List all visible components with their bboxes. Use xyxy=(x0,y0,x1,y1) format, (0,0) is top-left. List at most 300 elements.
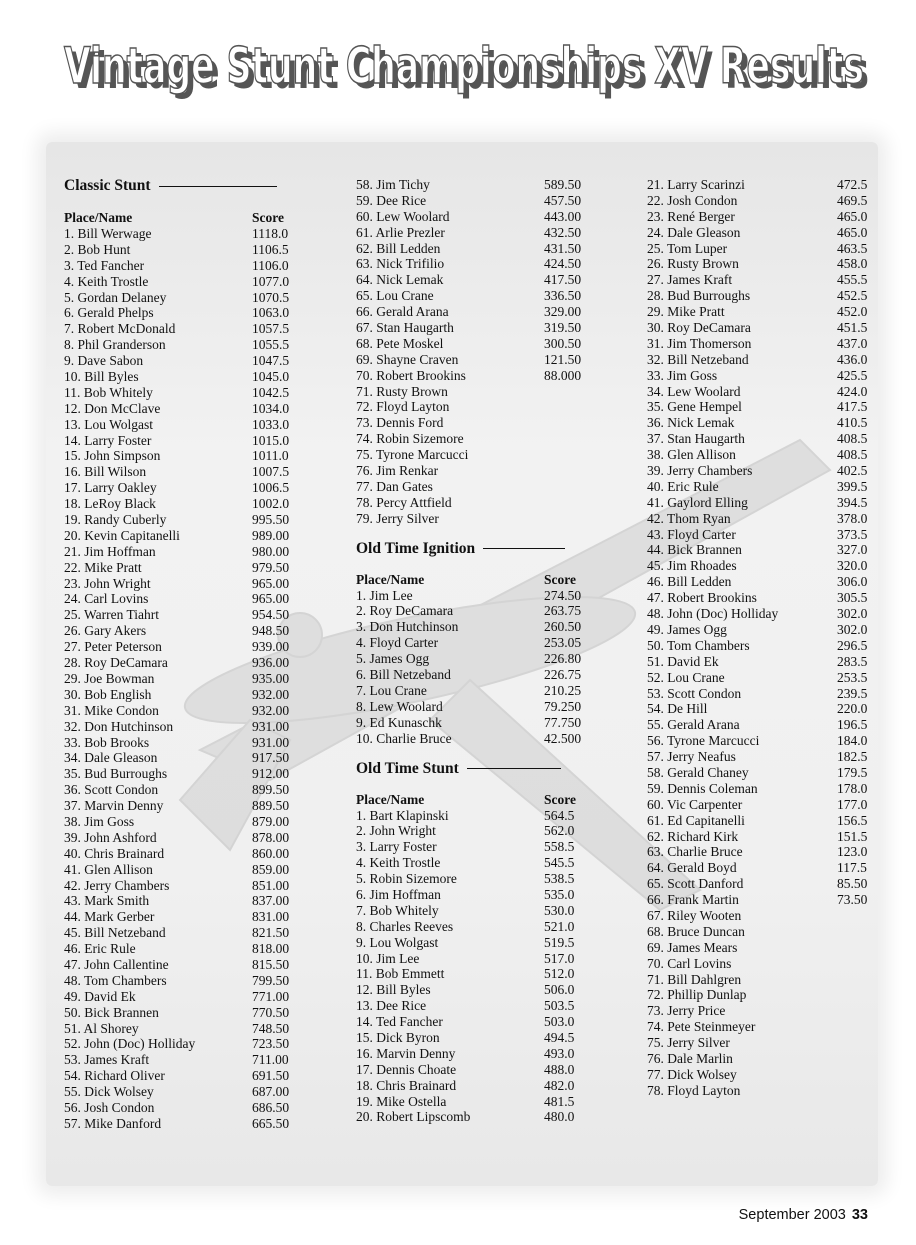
competitor-name: 66. Gerald Arana xyxy=(356,304,449,320)
competitor-score: 860.00 xyxy=(252,845,290,861)
result-row xyxy=(647,527,869,543)
competitor-name: 36. Nick Lemak xyxy=(647,415,735,431)
competitor-name: 58. Jim Tichy xyxy=(356,177,430,192)
result-row xyxy=(647,304,869,320)
competitor-name: 5. James Ogg xyxy=(356,651,430,667)
competitor-score: 177.0 xyxy=(837,796,868,812)
result-row xyxy=(64,639,292,655)
competitor-name: 17. Dennis Choate xyxy=(356,1061,457,1077)
competitor-score: 263.75 xyxy=(544,603,582,619)
competitor-score: 156.5 xyxy=(837,812,868,828)
result-row xyxy=(647,749,869,765)
result-row xyxy=(356,823,586,839)
result-row xyxy=(647,1083,869,1099)
competitor-name: 14. Larry Foster xyxy=(64,432,152,448)
result-row xyxy=(64,337,292,353)
header-score: Score xyxy=(252,210,284,225)
competitor-score: 1015.0 xyxy=(252,432,290,448)
competitor-score xyxy=(544,511,586,527)
competitor-score xyxy=(837,908,869,924)
competitor-name: 64. Nick Lemak xyxy=(356,272,444,288)
competitor-name: 1. Bill Werwage xyxy=(64,226,152,241)
result-row xyxy=(64,814,292,830)
competitor-score: 1106.0 xyxy=(252,257,289,273)
competitor-score: 436.0 xyxy=(837,351,868,367)
competitor-score: 815.50 xyxy=(252,956,290,972)
competitor-name: 8. Phil Granderson xyxy=(64,337,166,353)
result-row xyxy=(64,258,292,274)
heading-rule xyxy=(483,548,565,549)
competitor-score: 935.00 xyxy=(252,670,290,686)
result-row xyxy=(64,369,292,385)
competitor-name: 16. Marvin Denny xyxy=(356,1045,456,1061)
result-row xyxy=(64,846,292,862)
competitor-name: 53. Scott Condon xyxy=(647,685,742,701)
result-row xyxy=(647,717,869,733)
result-row xyxy=(64,1021,292,1037)
competitor-score: 979.50 xyxy=(252,559,290,575)
result-row xyxy=(64,893,292,909)
result-row xyxy=(647,797,869,813)
competitor-score: 771.00 xyxy=(252,988,290,1004)
competitor-name: 34. Dale Gleason xyxy=(64,750,158,766)
result-row xyxy=(356,1046,586,1062)
competitor-name: 62. Richard Kirk xyxy=(647,828,739,844)
result-row xyxy=(64,878,292,894)
result-row xyxy=(356,272,586,288)
competitor-name: 18. Chris Brainard xyxy=(356,1077,457,1093)
competitor-score: 481.5 xyxy=(544,1093,575,1109)
results-column-2 xyxy=(356,177,586,1125)
competitor-name: 38. Jim Goss xyxy=(64,813,135,829)
result-row xyxy=(64,957,292,973)
competitor-score: 1077.0 xyxy=(252,273,290,289)
competitor-name: 50. Tom Chambers xyxy=(647,637,750,653)
competitor-score: 431.50 xyxy=(544,240,582,256)
result-row xyxy=(356,431,586,447)
competitor-name: 2. Roy DeCamara xyxy=(356,603,454,619)
competitor-name: 10. Charlie Bruce xyxy=(356,730,452,746)
competitor-name: 28. Bud Burroughs xyxy=(647,288,751,304)
competitor-score: 748.50 xyxy=(252,1020,290,1036)
result-row xyxy=(356,447,586,463)
competitor-name: 75. Jerry Silver xyxy=(647,1035,730,1051)
result-row xyxy=(647,987,869,1003)
competitor-name: 10. Bill Byles xyxy=(64,369,139,385)
result-row xyxy=(647,368,869,384)
competitor-score xyxy=(837,924,869,940)
result-row xyxy=(64,671,292,687)
result-row xyxy=(647,288,869,304)
result-row xyxy=(64,290,292,306)
competitor-name: 46. Bill Ledden xyxy=(647,574,732,590)
result-row xyxy=(356,1109,586,1125)
competitor-score: 530.0 xyxy=(544,902,575,918)
result-row xyxy=(64,798,292,814)
section-heading-old-time-ignition xyxy=(356,539,586,559)
competitor-score: 151.5 xyxy=(837,828,868,844)
competitor-score: 226.75 xyxy=(544,667,582,683)
competitor-name: 49. James Ogg xyxy=(647,621,727,637)
competitor-name: 57. Mike Danford xyxy=(64,1115,162,1131)
competitor-score: 879.00 xyxy=(252,813,290,829)
page-number: 33 xyxy=(851,1207,868,1223)
result-row xyxy=(647,892,869,908)
competitor-name: 78. Percy Attfield xyxy=(356,494,452,510)
competitor-score: 687.00 xyxy=(252,1084,290,1100)
competitor-score: 394.5 xyxy=(837,494,868,510)
competitor-name: 50. Bick Brannen xyxy=(64,1004,159,1020)
competitor-name: 34. Lew Woolard xyxy=(647,383,741,399)
competitor-name: 72. Phillip Dunlap xyxy=(647,987,747,1003)
result-row xyxy=(356,839,586,855)
column-headers xyxy=(356,572,586,588)
competitor-name: 11. Bob Whitely xyxy=(64,384,153,400)
result-row xyxy=(356,1030,586,1046)
competitor-score: 1002.0 xyxy=(252,496,290,512)
result-row xyxy=(64,973,292,989)
competitor-score xyxy=(837,1019,869,1035)
competitor-score: 939.00 xyxy=(252,639,290,655)
competitor-score: 260.50 xyxy=(544,619,582,635)
competitor-score xyxy=(544,479,586,495)
result-row xyxy=(356,177,586,193)
competitor-score: 306.0 xyxy=(837,574,868,590)
result-row xyxy=(647,638,869,654)
result-row xyxy=(356,241,586,257)
competitor-score: 494.5 xyxy=(544,1029,575,1045)
competitor-score: 517.0 xyxy=(544,950,575,966)
result-row xyxy=(647,1003,869,1019)
competitor-score: 302.0 xyxy=(837,621,868,637)
result-row xyxy=(647,765,869,781)
competitor-score: 458.0 xyxy=(837,256,868,272)
competitor-name: 61. Arlie Prezler xyxy=(356,224,445,240)
result-row xyxy=(356,982,586,998)
competitor-score: 488.0 xyxy=(544,1061,575,1077)
competitor-name: 30. Bob English xyxy=(64,686,152,702)
result-row xyxy=(356,1078,586,1094)
competitor-score: 182.5 xyxy=(837,749,868,765)
competitor-name: 7. Bob Whitely xyxy=(356,902,439,918)
page-footer xyxy=(739,1207,868,1223)
competitor-name: 18. LeRoy Black xyxy=(64,496,156,512)
result-row xyxy=(356,887,586,903)
header-place-name: Place/Name xyxy=(356,571,425,587)
competitor-score: 437.0 xyxy=(837,335,868,351)
competitor-name: 55. Dick Wolsey xyxy=(64,1084,154,1100)
competitor-score: 1034.0 xyxy=(252,400,290,416)
header-place-name: Place/Name xyxy=(356,791,425,807)
competitor-score: 179.5 xyxy=(837,764,868,780)
competitor-score: 373.5 xyxy=(837,526,868,542)
result-row xyxy=(356,731,586,747)
competitor-name: 52. Lou Crane xyxy=(647,669,725,685)
competitor-name: 69. Shayne Craven xyxy=(356,351,459,367)
competitor-score: 432.50 xyxy=(544,224,582,240)
competitor-name: 73. Dennis Ford xyxy=(356,415,444,431)
competitor-name: 4. Keith Trostle xyxy=(64,273,149,289)
competitor-score: 451.5 xyxy=(837,320,868,336)
result-row xyxy=(64,226,292,242)
competitor-name: 76. Dale Marlin xyxy=(647,1050,733,1066)
competitor-name: 63. Charlie Bruce xyxy=(647,844,743,860)
competitor-score: 465.0 xyxy=(837,208,868,224)
result-row xyxy=(356,966,586,982)
result-row xyxy=(64,909,292,925)
competitor-score: 1033.0 xyxy=(252,416,290,432)
result-row xyxy=(647,320,869,336)
competitor-name: 3. Ted Fancher xyxy=(64,257,145,273)
competitor-name: 23. John Wright xyxy=(64,575,151,591)
competitor-score: 274.50 xyxy=(544,587,582,603)
competitor-name: 46. Eric Rule xyxy=(64,941,136,957)
competitor-name: 56. Josh Condon xyxy=(64,1099,155,1115)
result-row xyxy=(647,1067,869,1083)
competitor-name: 36. Scott Condon xyxy=(64,782,159,798)
competitor-score: 327.0 xyxy=(837,542,868,558)
column-headers xyxy=(356,792,586,808)
result-row xyxy=(356,511,586,527)
result-row xyxy=(64,719,292,735)
result-row xyxy=(356,683,586,699)
result-row xyxy=(356,304,586,320)
result-row xyxy=(356,919,586,935)
competitor-name: 13. Dee Rice xyxy=(356,998,427,1014)
result-row xyxy=(64,925,292,941)
competitor-score xyxy=(837,1067,869,1083)
result-row xyxy=(356,651,586,667)
section-title: Old Time Stunt xyxy=(356,759,459,777)
header-place-name: Place/Name xyxy=(64,210,133,225)
result-row xyxy=(356,635,586,651)
competitor-name: 30. Roy DeCamara xyxy=(647,320,751,336)
competitor-score: 519.5 xyxy=(544,934,575,950)
result-row xyxy=(356,1062,586,1078)
header-score: Score xyxy=(544,791,576,807)
competitor-score: 77.750 xyxy=(544,714,582,730)
competitor-name: 71. Rusty Brown xyxy=(356,383,448,399)
competitor-score: 1011.0 xyxy=(252,448,289,464)
competitor-name: 5. Robin Sizemore xyxy=(356,871,457,887)
competitor-score: 210.25 xyxy=(544,682,582,698)
competitor-score: 723.50 xyxy=(252,1036,290,1052)
competitor-name: 9. Ed Kunaschk xyxy=(356,714,442,730)
competitor-score: 932.00 xyxy=(252,686,290,702)
competitor-score xyxy=(544,415,586,431)
competitor-name: 53. James Kraft xyxy=(64,1052,150,1068)
result-row xyxy=(647,876,869,892)
result-row xyxy=(356,871,586,887)
competitor-name: 63. Nick Trifilio xyxy=(356,256,445,272)
result-row xyxy=(64,1005,292,1021)
header-score: Score xyxy=(544,571,576,587)
competitor-name: 8. Charles Reeves xyxy=(356,918,454,934)
competitor-name: 17. Larry Oakley xyxy=(64,480,157,496)
competitor-name: 22. Josh Condon xyxy=(647,192,738,208)
competitor-name: 2. John Wright xyxy=(356,823,436,839)
competitor-name: 47. Robert Brookins xyxy=(647,590,757,606)
result-row xyxy=(64,242,292,258)
result-row xyxy=(647,241,869,257)
result-row xyxy=(647,606,869,622)
competitor-score: 482.0 xyxy=(544,1077,575,1093)
results-list xyxy=(64,226,292,1132)
result-row xyxy=(647,1035,869,1051)
result-row xyxy=(64,1052,292,1068)
competitor-score: 506.0 xyxy=(544,982,575,998)
competitor-score: 469.5 xyxy=(837,192,868,208)
competitor-name: 23. René Berger xyxy=(647,208,735,224)
competitor-score xyxy=(837,956,869,972)
result-row xyxy=(647,972,869,988)
competitor-name: 4. Floyd Carter xyxy=(356,635,439,651)
competitor-score: 770.50 xyxy=(252,1004,290,1020)
competitor-score: 1007.5 xyxy=(252,464,290,480)
result-row xyxy=(64,591,292,607)
competitor-name: 59. Dee Rice xyxy=(356,192,427,208)
competitor-name: 35. Bud Burroughs xyxy=(64,766,168,782)
competitor-score: 239.5 xyxy=(837,685,868,701)
competitor-name: 76. Jim Renkar xyxy=(356,463,439,479)
result-row xyxy=(356,699,586,715)
result-row xyxy=(647,511,869,527)
result-row xyxy=(356,368,586,384)
competitor-name: 73. Jerry Price xyxy=(647,1003,726,1019)
competitor-name: 31. Jim Thomerson xyxy=(647,335,752,351)
competitor-name: 52. John (Doc) Holliday xyxy=(64,1036,196,1052)
competitor-name: 47. John Callentine xyxy=(64,956,169,972)
result-row xyxy=(64,989,292,1005)
competitor-name: 22. Mike Pratt xyxy=(64,559,142,575)
competitor-name: 40. Eric Rule xyxy=(647,478,719,494)
competitor-name: 24. Dale Gleason xyxy=(647,224,741,240)
result-row xyxy=(647,447,869,463)
result-row xyxy=(647,908,869,924)
competitor-name: 32. Bill Netzeband xyxy=(647,351,749,367)
heading-rule xyxy=(467,768,561,769)
competitor-score xyxy=(837,1035,869,1051)
result-row xyxy=(64,544,292,560)
competitor-score: 931.00 xyxy=(252,718,290,734)
result-row xyxy=(64,1068,292,1084)
competitor-name: 78. Floyd Layton xyxy=(647,1082,741,1098)
competitor-name: 9. Dave Sabon xyxy=(64,353,144,369)
competitor-score: 253.5 xyxy=(837,669,868,685)
competitor-name: 13. Lou Wolgast xyxy=(64,416,154,432)
competitor-score: 417.50 xyxy=(544,272,582,288)
result-row xyxy=(64,735,292,751)
competitor-score xyxy=(837,940,869,956)
competitor-score: 503.5 xyxy=(544,998,575,1014)
competitor-name: 77. Dick Wolsey xyxy=(647,1066,737,1082)
competitor-score xyxy=(837,1003,869,1019)
competitor-name: 45. Jim Rhoades xyxy=(647,558,737,574)
competitor-score: 521.0 xyxy=(544,918,575,934)
result-row xyxy=(647,733,869,749)
section-title: Classic Stunt xyxy=(64,177,151,194)
competitor-name: 74. Robin Sizemore xyxy=(356,431,464,447)
result-row xyxy=(356,495,586,511)
title-shadow: Vintage Stunt Championships XV Results xyxy=(69,42,869,100)
competitor-score: 42.500 xyxy=(544,730,582,746)
competitor-score: 878.00 xyxy=(252,829,290,845)
competitor-score: 88.000 xyxy=(544,367,582,383)
competitor-name: 27. James Kraft xyxy=(647,272,733,288)
result-row xyxy=(356,399,586,415)
competitor-score: 253.05 xyxy=(544,635,582,651)
competitor-name: 43. Floyd Carter xyxy=(647,526,736,542)
result-row xyxy=(647,463,869,479)
competitor-score: 378.0 xyxy=(837,510,868,526)
competitor-score: 1070.5 xyxy=(252,289,290,305)
competitor-name: 42. Jerry Chambers xyxy=(64,877,170,893)
competitor-name: 12. Bill Byles xyxy=(356,982,431,998)
competitor-name: 54. De Hill xyxy=(647,701,708,717)
competitor-score: 85.50 xyxy=(837,876,868,892)
competitor-score: 123.0 xyxy=(837,844,868,860)
competitor-name: 32. Don Hutchinson xyxy=(64,718,174,734)
competitor-score xyxy=(837,987,869,1003)
competitor-score: 302.0 xyxy=(837,606,868,622)
result-row xyxy=(64,687,292,703)
competitor-name: 29. Joe Bowman xyxy=(64,670,155,686)
result-row xyxy=(356,209,586,225)
results-list xyxy=(356,177,586,527)
result-row xyxy=(647,924,869,940)
competitor-name: 12. Don McClave xyxy=(64,400,161,416)
result-row xyxy=(647,670,869,686)
competitor-score: 465.0 xyxy=(837,224,868,240)
result-row xyxy=(64,353,292,369)
result-row xyxy=(64,385,292,401)
result-row xyxy=(647,542,869,558)
competitor-name: 3. Don Hutchinson xyxy=(356,619,459,635)
result-row xyxy=(356,463,586,479)
competitor-score: 73.50 xyxy=(837,892,868,908)
competitor-score: 226.80 xyxy=(544,651,582,667)
result-row xyxy=(64,1116,292,1132)
competitor-name: 26. Gary Akers xyxy=(64,623,147,639)
result-row xyxy=(356,935,586,951)
competitor-name: 26. Rusty Brown xyxy=(647,256,739,272)
result-row xyxy=(356,352,586,368)
competitor-score: 455.5 xyxy=(837,272,868,288)
competitor-score: 558.5 xyxy=(544,839,575,855)
result-row xyxy=(64,417,292,433)
competitor-name: 72. Floyd Layton xyxy=(356,399,450,415)
competitor-name: 40. Chris Brainard xyxy=(64,845,165,861)
competitor-score: 989.00 xyxy=(252,527,290,543)
result-row xyxy=(647,225,869,241)
competitor-name: 19. Mike Ostella xyxy=(356,1093,447,1109)
result-row xyxy=(64,528,292,544)
competitor-name: 71. Bill Dahlgren xyxy=(647,971,742,987)
competitor-score: 1045.0 xyxy=(252,369,290,385)
competitor-name: 65. Scott Danford xyxy=(647,876,744,892)
competitor-name: 44. Bick Brannen xyxy=(647,542,742,558)
competitor-score: 686.50 xyxy=(252,1099,290,1115)
competitor-name: 7. Lou Crane xyxy=(356,682,427,698)
competitor-score xyxy=(544,495,586,511)
competitor-name: 56. Tyrone Marcucci xyxy=(647,733,760,749)
page-title xyxy=(0,38,916,110)
competitor-score: 1057.5 xyxy=(252,321,290,337)
competitor-name: 4. Keith Trostle xyxy=(356,855,441,871)
results-list xyxy=(356,808,586,1126)
result-row xyxy=(64,305,292,321)
competitor-name: 15. John Simpson xyxy=(64,448,161,464)
